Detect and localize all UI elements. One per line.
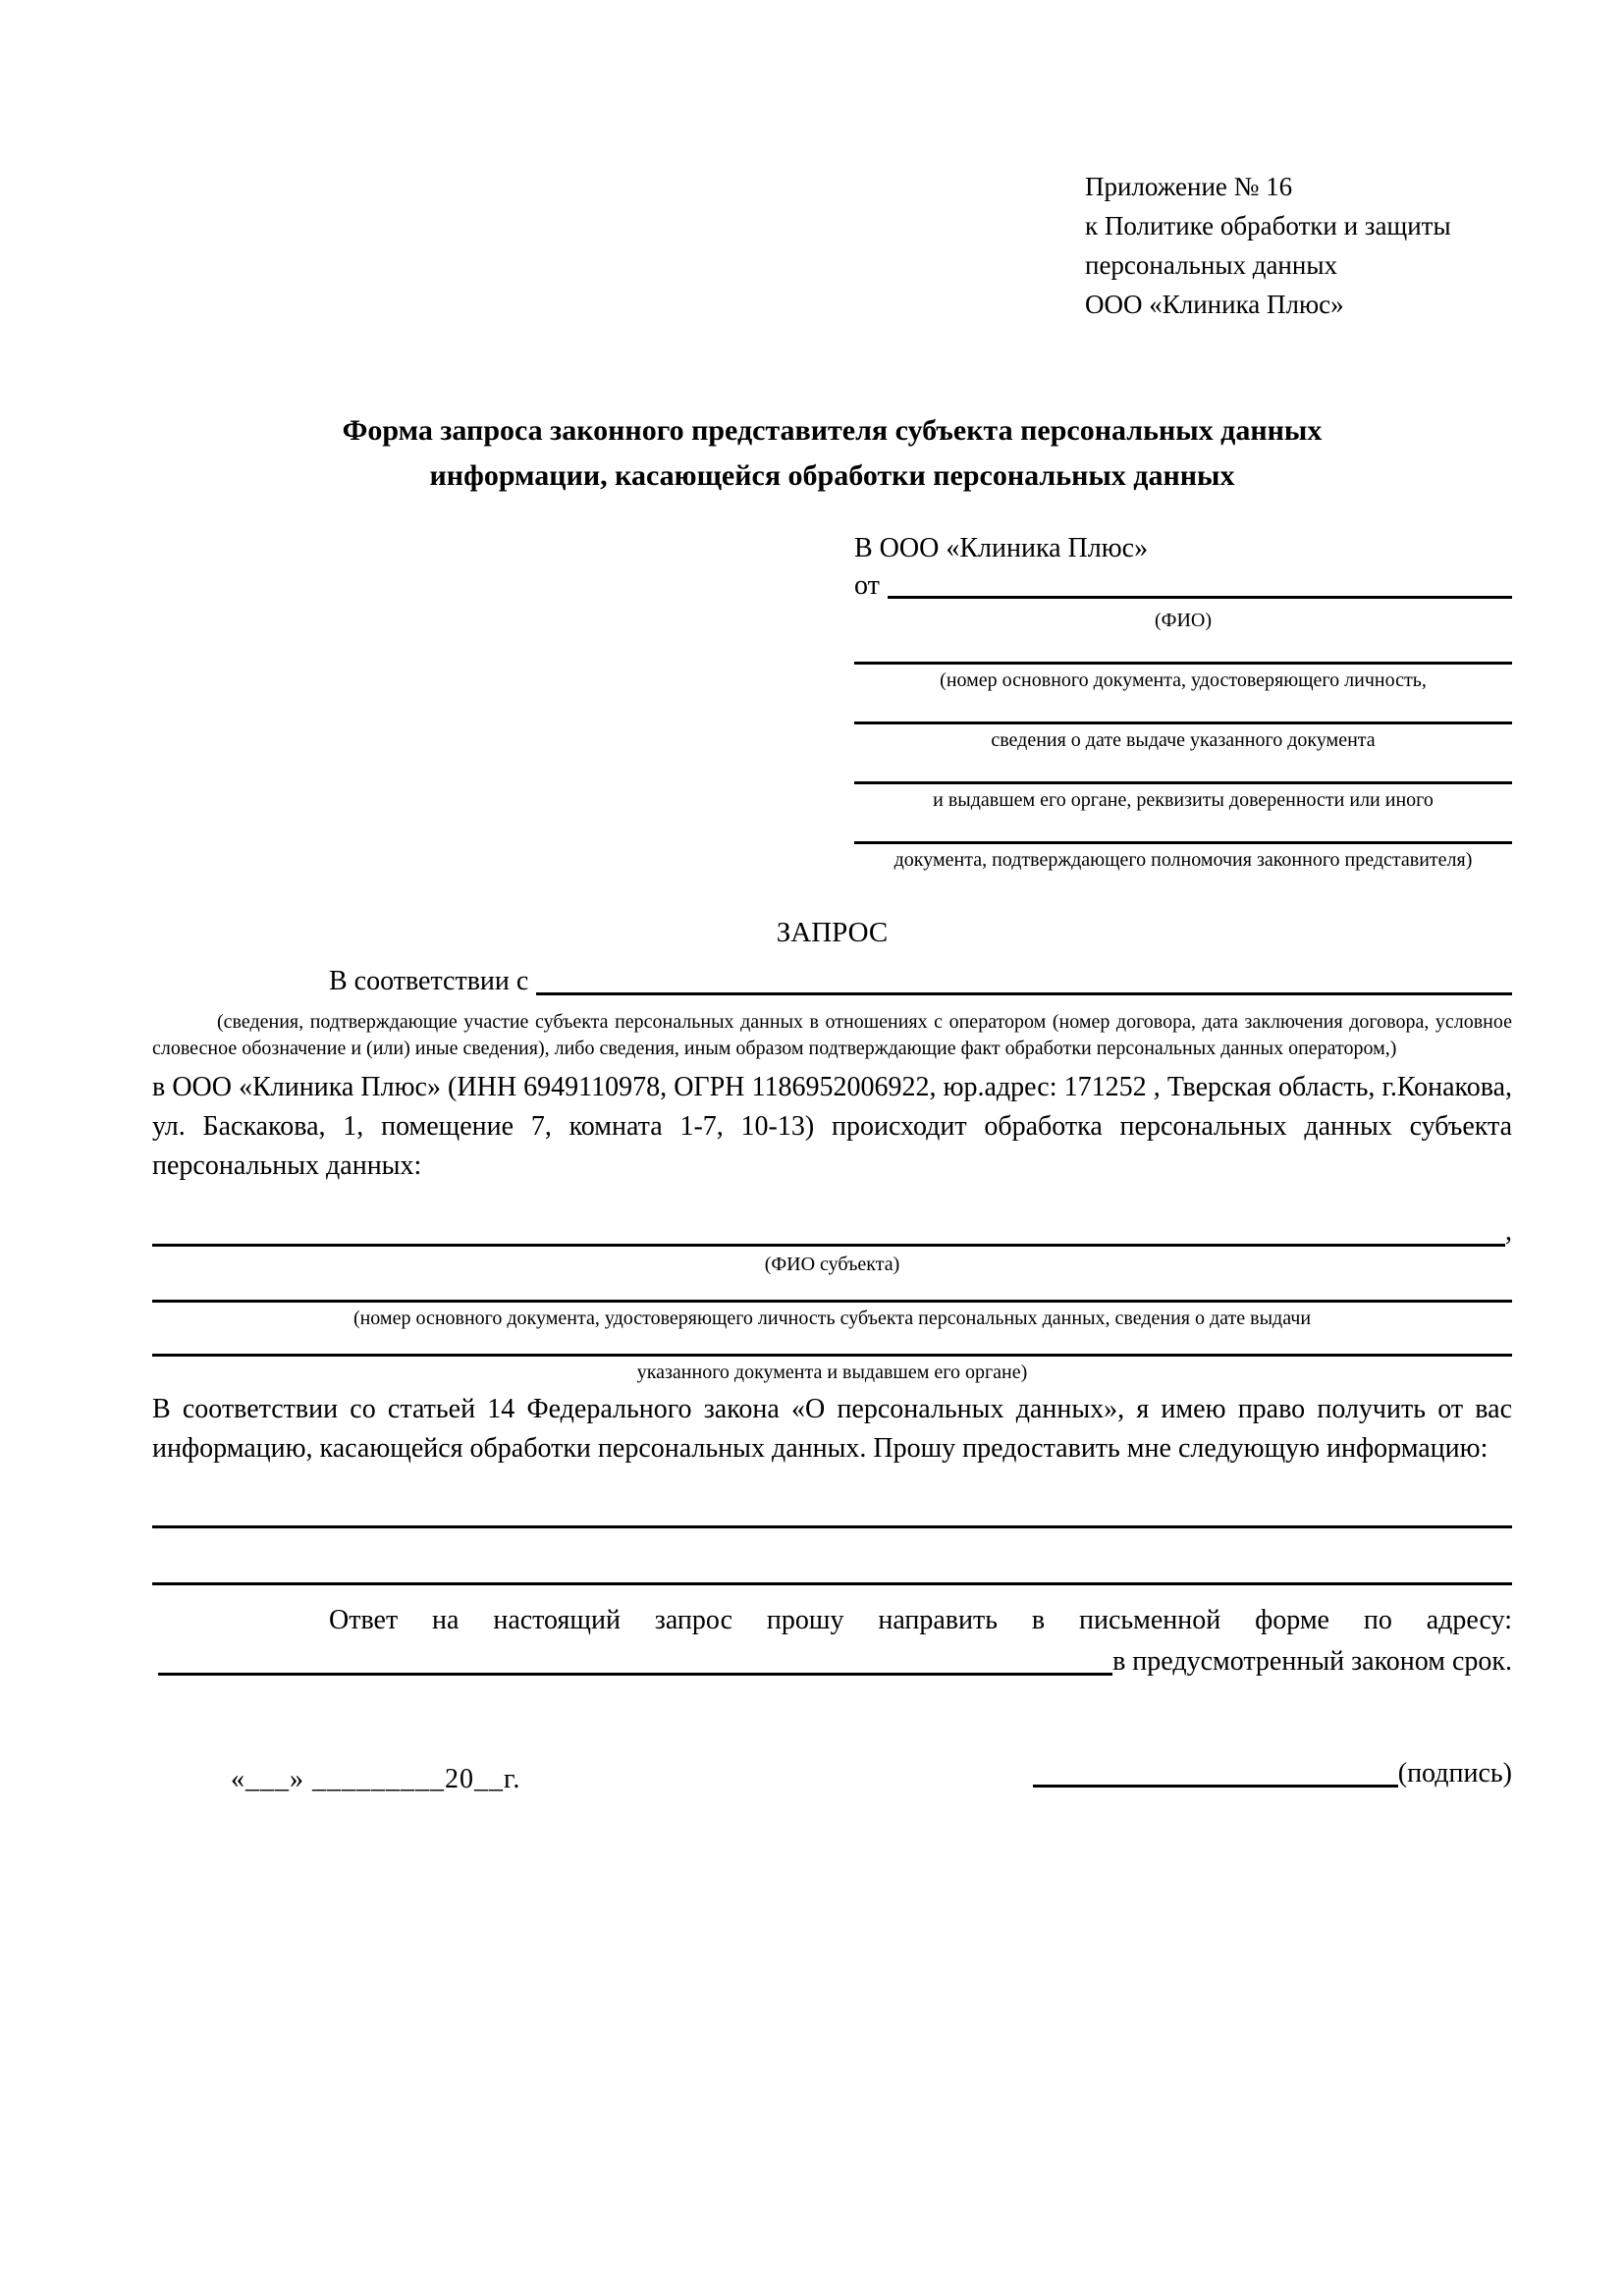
subject-fio-caption: (ФИО субъекта) <box>764 1254 900 1275</box>
document-title <box>152 408 1512 499</box>
doc-authority-caption: и выдавшем его органе, реквизиты доверенности или иного <box>933 789 1434 811</box>
signature-row <box>152 1754 1512 1799</box>
doc-authority-blank-line <box>854 781 1512 784</box>
appendix-line-3: персональных данных <box>1085 250 1337 280</box>
subject-doc-blank-line-1 <box>152 1300 1512 1303</box>
appendix-line-4: ООО «Клиника Плюс» <box>1085 290 1344 319</box>
doc-power-blank-line <box>854 841 1512 844</box>
doc-number-field <box>854 662 1512 692</box>
subject-doc-caption-2: указанного документа и выдавшем его органе) <box>636 1362 1028 1383</box>
fio-caption: (ФИО) <box>1154 610 1212 631</box>
appendix-block <box>1085 167 1512 324</box>
addressee-block <box>854 530 1512 872</box>
subject-doc-field-2 <box>152 1354 1512 1384</box>
document-title-line-1: Форма запроса законного представителя субъекта персональных данных <box>342 414 1323 447</box>
reply-tail: в предусмотренный законом срок. <box>1112 1646 1512 1677</box>
fio-blank-line <box>888 567 1512 599</box>
doc-power-field <box>854 841 1512 872</box>
subject-doc-field-1 <box>152 1300 1512 1330</box>
document-title-line-2: информации, касающейся обработки персональных данных <box>429 459 1235 492</box>
doc-authority-field <box>854 781 1512 812</box>
intro-note: (сведения, подтверждающие участие субъекта персональных данных в отношениях с оператором (номер договора, дата заключения договора, условное словесное обозначение и (или) иные сведения), либо сведения, иным образом подтверждающие факт обработки персональных данных оператором,) <box>152 1011 1512 1059</box>
from-label: от <box>854 570 880 601</box>
trailing-comma: , <box>1505 1216 1512 1247</box>
reply-paragraph: Ответ на настоящий запрос прошу направить в письменной форме по адресу: <box>329 1605 1512 1635</box>
addressee-to: В ООО «Клиника Плюс» <box>854 533 1149 563</box>
doc-number-caption: (номер основного документа, удостоверяющего личность, <box>940 669 1427 691</box>
appendix-line-1: Приложение № 16 <box>1085 172 1293 201</box>
doc-issue-date-field <box>854 721 1512 752</box>
doc-power-caption: документа, подтверждающего полномочия законного представителя) <box>893 849 1473 871</box>
subject-fio-row <box>152 1215 1512 1249</box>
operator-paragraph: в ООО «Клиника Плюс» (ИНН 6949110978, ОГРН 1186952006922, юр.адрес: 171252 , Тверская область, г.Конакова, ул. Баскакова, 1, помещение 7, комната 1-7, 10-13) происходит обработка персональных данных субъекта персональных данных: <box>152 1072 1512 1181</box>
from-row <box>854 567 1512 605</box>
subject-doc-caption-1: (номер основного документа, удостоверяющего личность субъекта персональных данных, сведения о дате выдачи <box>352 1308 1312 1329</box>
intro-label: В соответствии с <box>329 966 529 996</box>
intro-blank-line <box>536 962 1512 995</box>
signature-blank-line <box>1033 1754 1398 1788</box>
appendix-line-2: к Политике обработки и защиты <box>1085 211 1451 240</box>
date-blank: «___» _________20__г. <box>231 1764 521 1794</box>
subject-fio-blank-line <box>152 1215 1505 1247</box>
reply-address-blank-line <box>158 1640 1112 1676</box>
doc-number-blank-line <box>854 662 1512 665</box>
reply-address-row <box>152 1640 1512 1683</box>
info-blank-line-2 <box>152 1582 1512 1585</box>
subject-doc-blank-line-2 <box>152 1354 1512 1357</box>
law-paragraph: В соответствии со статьей 14 Федерального закона «О персональных данных», я имею право получить от вас информацию, касающейся обработки персональных данных. Прошу предоставить мне следующую информацию: <box>152 1394 1512 1464</box>
doc-issue-date-caption: сведения о дате выдаче указанного документа <box>991 729 1376 751</box>
signature-caption: (подпись) <box>1397 1758 1512 1789</box>
intro-row <box>152 962 1512 1001</box>
request-heading: ЗАПРОС <box>776 917 889 948</box>
signature-area <box>1033 1754 1512 1793</box>
info-blank-line-1 <box>152 1525 1512 1528</box>
doc-issue-date-blank-line <box>854 721 1512 724</box>
